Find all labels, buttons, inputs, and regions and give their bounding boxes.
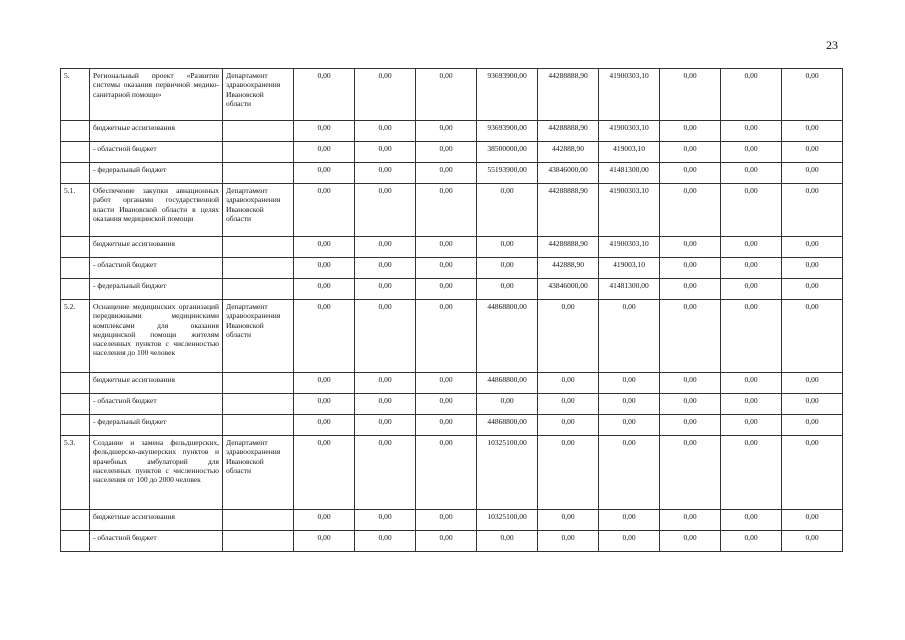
row-executor [223, 279, 294, 300]
value-cell: 442888,90 [538, 258, 599, 279]
value-cell: 0,00 [416, 300, 477, 373]
value-cell: 0,00 [538, 531, 599, 552]
row-executor [223, 121, 294, 142]
value-cell: 0,00 [477, 531, 538, 552]
value-cell: 0,00 [416, 510, 477, 531]
value-cell: 0,00 [599, 415, 660, 436]
value-cell: 0,00 [416, 121, 477, 142]
row-executor: Департамент здравоохранения Ивановской области [223, 69, 294, 121]
value-cell: 0,00 [599, 531, 660, 552]
value-cell: 0,00 [782, 300, 843, 373]
row-description: Региональный проект «Развитие системы оказания первичной медико-санитарной помощи» [90, 69, 223, 121]
value-cell: 0,00 [721, 279, 782, 300]
row-description: Создание и замена фельдшерских, фельдшерско-акушерских пунктов и врачебных амбулаторий для населенных пунктов с численностью населения от 100 до 2000 человек [90, 436, 223, 510]
value-cell: 0,00 [355, 531, 416, 552]
value-cell: 419003,10 [599, 142, 660, 163]
value-cell: 0,00 [660, 436, 721, 510]
page-number: 23 [826, 38, 838, 52]
value-cell: 38500000,00 [477, 142, 538, 163]
value-cell: 0,00 [782, 436, 843, 510]
value-cell: 41900303,10 [599, 121, 660, 142]
row-description: - федеральный бюджет [90, 163, 223, 184]
value-cell: 0,00 [355, 436, 416, 510]
value-cell: 0,00 [660, 510, 721, 531]
value-cell: 0,00 [660, 373, 721, 394]
row-description: - областной бюджет [90, 258, 223, 279]
value-cell: 0,00 [477, 184, 538, 237]
value-cell: 44868800,00 [477, 415, 538, 436]
value-cell: 0,00 [660, 121, 721, 142]
value-cell: 0,00 [660, 415, 721, 436]
value-cell: 0,00 [660, 258, 721, 279]
value-cell: 0,00 [782, 142, 843, 163]
value-cell: 0,00 [538, 300, 599, 373]
value-cell: 0,00 [721, 142, 782, 163]
value-cell: 0,00 [355, 373, 416, 394]
table-body [61, 69, 843, 552]
value-cell: 0,00 [660, 394, 721, 415]
row-description: бюджетные ассигнования [90, 121, 223, 142]
row-executor [223, 373, 294, 394]
value-cell: 0,00 [782, 531, 843, 552]
value-cell: 0,00 [416, 142, 477, 163]
row-description: бюджетные ассигнования [90, 237, 223, 258]
row-number: 5.1. [61, 184, 90, 237]
value-cell: 0,00 [416, 237, 477, 258]
row-number [61, 121, 90, 142]
value-cell: 10325100,00 [477, 436, 538, 510]
value-cell: 43846000,00 [538, 163, 599, 184]
row-number: 5. [61, 69, 90, 121]
value-cell: 0,00 [660, 300, 721, 373]
value-cell: 93693900,00 [477, 121, 538, 142]
value-cell: 44288888,90 [538, 121, 599, 142]
value-cell: 0,00 [294, 184, 355, 237]
row-number [61, 258, 90, 279]
value-cell: 0,00 [416, 279, 477, 300]
value-cell: 0,00 [721, 415, 782, 436]
row-executor [223, 531, 294, 552]
row-executor: Департамент здравоохранения Ивановской области [223, 184, 294, 237]
value-cell: 0,00 [538, 373, 599, 394]
value-cell: 0,00 [416, 258, 477, 279]
value-cell: 0,00 [721, 436, 782, 510]
row-number [61, 163, 90, 184]
value-cell: 44288888,90 [538, 184, 599, 237]
value-cell: 0,00 [721, 300, 782, 373]
row-executor [223, 258, 294, 279]
value-cell: 41900303,10 [599, 69, 660, 121]
row-number [61, 394, 90, 415]
value-cell: 41481300,00 [599, 163, 660, 184]
value-cell: 0,00 [599, 394, 660, 415]
value-cell: 419003,10 [599, 258, 660, 279]
value-cell: 0,00 [721, 510, 782, 531]
value-cell: 0,00 [294, 121, 355, 142]
value-cell: 0,00 [660, 184, 721, 237]
table-row [61, 510, 843, 531]
value-cell: 0,00 [721, 163, 782, 184]
value-cell: 0,00 [416, 394, 477, 415]
value-cell: 41900303,10 [599, 184, 660, 237]
budget-table [60, 68, 843, 552]
row-executor [223, 163, 294, 184]
value-cell: 44288888,90 [538, 69, 599, 121]
table-row [61, 142, 843, 163]
row-number: 5.3. [61, 436, 90, 510]
table-row [61, 121, 843, 142]
value-cell: 0,00 [782, 237, 843, 258]
row-executor [223, 415, 294, 436]
value-cell: 0,00 [416, 373, 477, 394]
row-number [61, 237, 90, 258]
value-cell: 0,00 [782, 373, 843, 394]
value-cell: 0,00 [721, 237, 782, 258]
value-cell: 0,00 [416, 415, 477, 436]
value-cell: 0,00 [416, 531, 477, 552]
value-cell: 55193900,00 [477, 163, 538, 184]
row-description: Оснащение медицинских организаций передвижными медицинскими комплексами для оказания медицинской помощи жителям населенных пунктов с численностью населения до 100 человек [90, 300, 223, 373]
table-row [61, 69, 843, 121]
value-cell: 0,00 [355, 163, 416, 184]
value-cell: 0,00 [782, 258, 843, 279]
value-cell: 0,00 [294, 258, 355, 279]
table-row [61, 531, 843, 552]
row-number [61, 415, 90, 436]
value-cell: 0,00 [294, 69, 355, 121]
table-row [61, 394, 843, 415]
value-cell: 0,00 [721, 69, 782, 121]
value-cell: 0,00 [721, 121, 782, 142]
value-cell: 0,00 [416, 184, 477, 237]
row-executor [223, 142, 294, 163]
table-row [61, 279, 843, 300]
value-cell: 0,00 [355, 142, 416, 163]
row-executor [223, 394, 294, 415]
value-cell: 0,00 [660, 163, 721, 184]
row-executor: Департамент здравоохранения Ивановской области [223, 300, 294, 373]
value-cell: 0,00 [782, 415, 843, 436]
value-cell: 0,00 [660, 531, 721, 552]
value-cell: 0,00 [782, 69, 843, 121]
value-cell: 0,00 [660, 279, 721, 300]
row-description: - областной бюджет [90, 394, 223, 415]
value-cell: 0,00 [355, 237, 416, 258]
value-cell: 0,00 [355, 121, 416, 142]
value-cell: 0,00 [782, 184, 843, 237]
row-executor [223, 237, 294, 258]
value-cell: 0,00 [721, 531, 782, 552]
value-cell: 0,00 [355, 69, 416, 121]
value-cell: 0,00 [782, 121, 843, 142]
value-cell: 0,00 [721, 184, 782, 237]
value-cell: 0,00 [599, 436, 660, 510]
value-cell: 44868800,00 [477, 373, 538, 394]
value-cell: 0,00 [538, 436, 599, 510]
value-cell: 0,00 [660, 69, 721, 121]
value-cell: 0,00 [477, 237, 538, 258]
value-cell: 0,00 [721, 258, 782, 279]
value-cell: 0,00 [477, 258, 538, 279]
value-cell: 0,00 [294, 142, 355, 163]
value-cell: 0,00 [294, 531, 355, 552]
value-cell: 0,00 [355, 300, 416, 373]
row-executor [223, 510, 294, 531]
value-cell: 0,00 [721, 373, 782, 394]
value-cell: 93693900,00 [477, 69, 538, 121]
row-description: бюджетные ассигнования [90, 373, 223, 394]
value-cell: 0,00 [538, 394, 599, 415]
table-row [61, 436, 843, 510]
value-cell: 0,00 [294, 237, 355, 258]
value-cell: 41900303,10 [599, 237, 660, 258]
row-number: 5.2. [61, 300, 90, 373]
value-cell: 0,00 [599, 373, 660, 394]
row-number [61, 373, 90, 394]
value-cell: 43846000,00 [538, 279, 599, 300]
value-cell: 0,00 [355, 394, 416, 415]
value-cell: 0,00 [599, 300, 660, 373]
value-cell: 0,00 [660, 237, 721, 258]
value-cell: 0,00 [477, 394, 538, 415]
row-number [61, 142, 90, 163]
value-cell: 0,00 [294, 394, 355, 415]
value-cell: 0,00 [416, 69, 477, 121]
table-row [61, 237, 843, 258]
value-cell: 0,00 [294, 300, 355, 373]
value-cell: 0,00 [538, 510, 599, 531]
value-cell: 0,00 [355, 510, 416, 531]
row-description: Обеспечение закупки авиационных работ органами государственной власти Ивановской области в целях оказания медицинской помощи [90, 184, 223, 237]
value-cell: 0,00 [782, 163, 843, 184]
value-cell: 41481300,00 [599, 279, 660, 300]
value-cell: 0,00 [294, 279, 355, 300]
row-description: - федеральный бюджет [90, 415, 223, 436]
table-row [61, 163, 843, 184]
table-row [61, 373, 843, 394]
value-cell: 0,00 [416, 163, 477, 184]
value-cell: 0,00 [660, 142, 721, 163]
row-number [61, 279, 90, 300]
value-cell: 44288888,90 [538, 237, 599, 258]
value-cell: 0,00 [721, 394, 782, 415]
value-cell: 0,00 [538, 415, 599, 436]
value-cell: 0,00 [477, 279, 538, 300]
value-cell: 0,00 [355, 258, 416, 279]
table-row [61, 258, 843, 279]
row-description: бюджетные ассигнования [90, 510, 223, 531]
value-cell: 0,00 [294, 436, 355, 510]
row-number [61, 510, 90, 531]
table-row [61, 300, 843, 373]
table-row [61, 415, 843, 436]
value-cell: 0,00 [294, 373, 355, 394]
value-cell: 0,00 [294, 415, 355, 436]
value-cell: 10325100,00 [477, 510, 538, 531]
value-cell: 442888,90 [538, 142, 599, 163]
table-row [61, 184, 843, 237]
value-cell: 0,00 [599, 510, 660, 531]
value-cell: 0,00 [294, 163, 355, 184]
value-cell: 0,00 [294, 510, 355, 531]
value-cell: 0,00 [782, 394, 843, 415]
row-number [61, 531, 90, 552]
value-cell: 0,00 [355, 184, 416, 237]
value-cell: 0,00 [782, 279, 843, 300]
row-description: - федеральный бюджет [90, 279, 223, 300]
value-cell: 0,00 [782, 510, 843, 531]
row-executor: Департамент здравоохранения Ивановской области [223, 436, 294, 510]
value-cell: 0,00 [355, 279, 416, 300]
row-description: - областной бюджет [90, 142, 223, 163]
value-cell: 0,00 [355, 415, 416, 436]
value-cell: 0,00 [416, 436, 477, 510]
value-cell: 44868800,00 [477, 300, 538, 373]
row-description: - областной бюджет [90, 531, 223, 552]
